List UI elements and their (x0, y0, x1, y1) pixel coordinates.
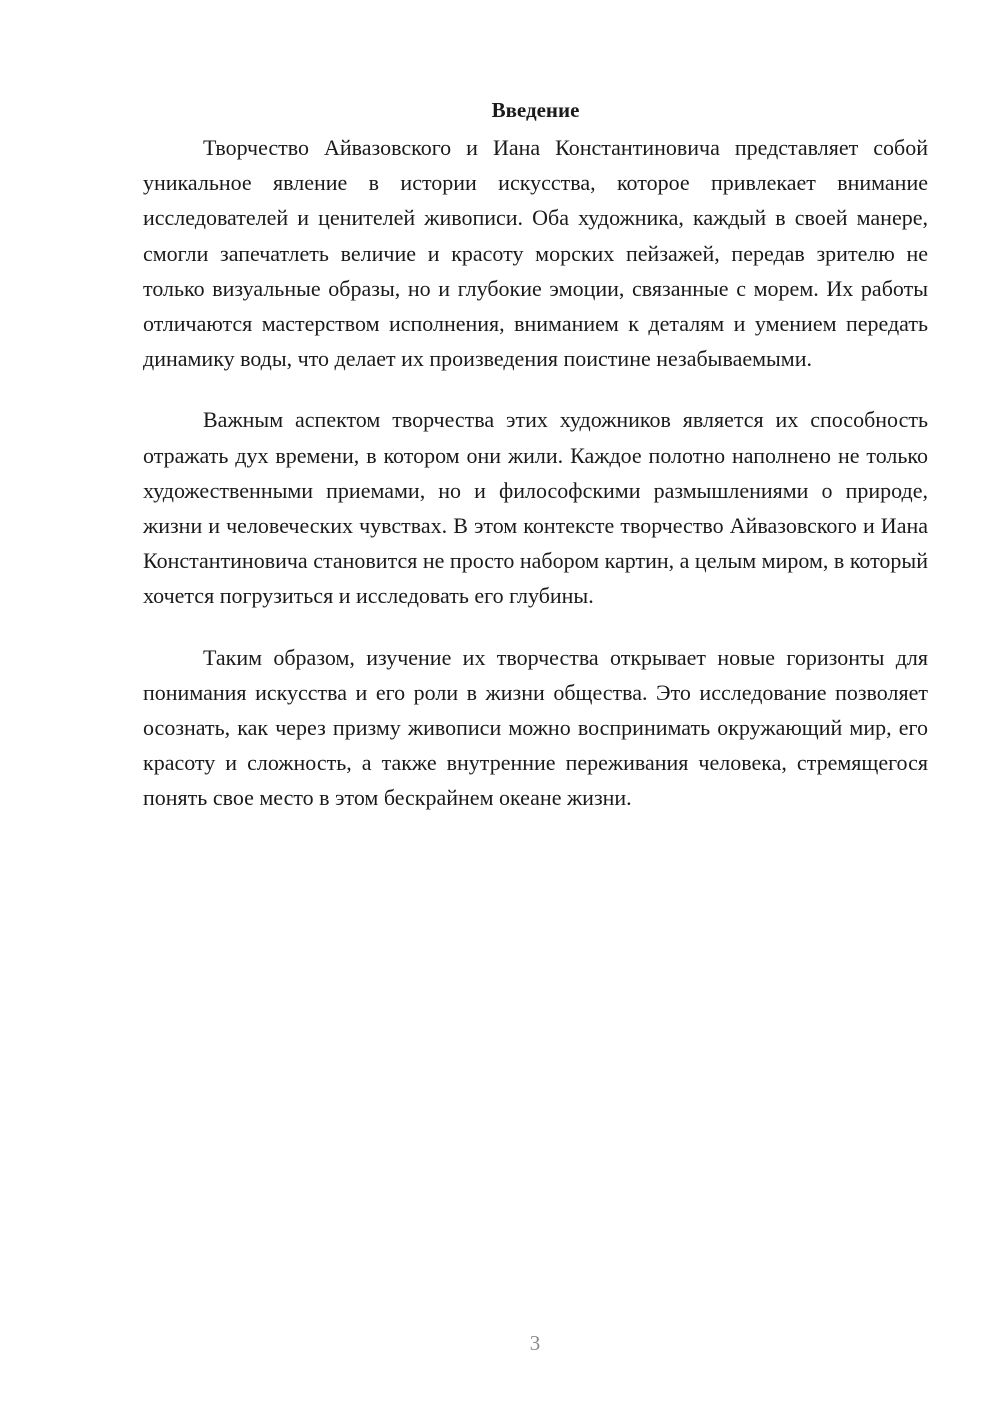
paragraph-2: Важным аспектом творчества этих художников является их способность отражать дух времени, в котором они жили. Каждое полотно наполнено не только художественными приемами, но и философскими размышлениями о природе, жизни и человеческих чувствах. В этом контексте творчество Айвазовского и Иана Константиновича становится не просто набором картин, а целым миром, в который хочется погрузиться и исследовать его глубины. (143, 407, 928, 609)
page-number: 3 (529, 1331, 541, 1355)
paragraph-1: Творчество Айвазовского и Иана Константиновича представляет собой уникальное явление в истории искусства, которое привлекает внимание исследователей и ценителей живописи. Оба художника, каждый в своей манере, смогли запечатлеть величие и красоту морских пейзажей, передав зрителю не только визуальные образы, но и глубокие эмоции, связанные с морем. Их работы отличаются мастерством исполнения, вниманием к деталям и умением передать динамику воды, что делает их произведения поистине незабываемыми. (143, 135, 928, 372)
section-heading: Введение (491, 98, 580, 122)
paragraph-3: Таким образом, изучение их творчества открывает новые горизонты для понимания искусства и его роли в жизни общества. Это исследование позволяет осознать, как через призму живописи можно воспринимать окружающий мир, его красоту и сложность, а также внутренние переживания человека, стремящегося понять свое место в этом бескрайнем океане жизни. (143, 644, 928, 811)
page-content (143, 92, 928, 842)
